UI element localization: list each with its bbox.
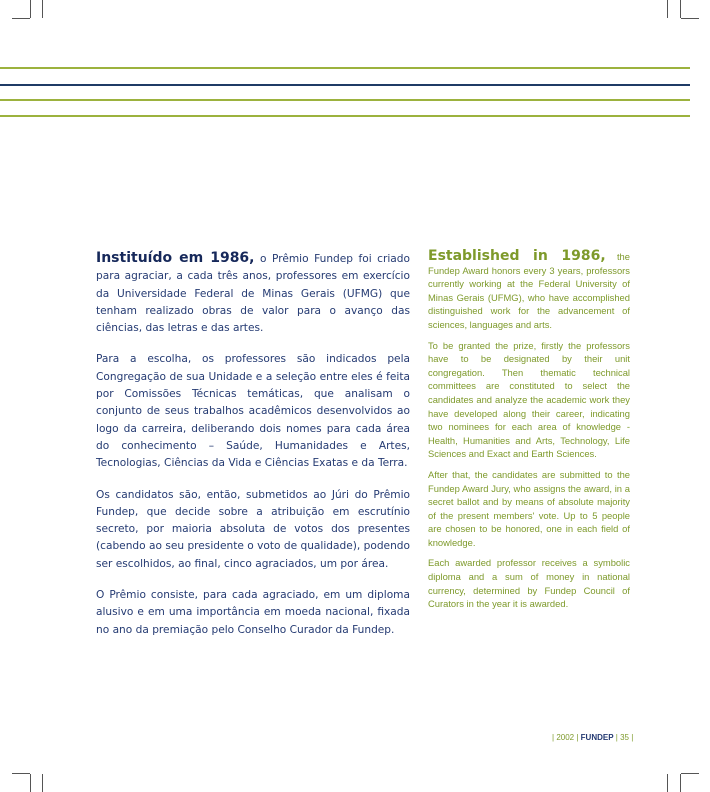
header-rule-green-2 <box>0 99 690 101</box>
crop-mark-bottom-left-v2 <box>42 774 43 792</box>
en-paragraph-1 <box>428 250 630 332</box>
english-column <box>428 250 630 618</box>
header-rule-green-1 <box>0 67 690 69</box>
footer-separator: | <box>576 733 579 742</box>
pt-paragraph-1 <box>96 250 410 337</box>
header-rule-navy <box>0 84 690 86</box>
page-footer <box>552 733 633 742</box>
pt-paragraph-2: Para a escolha, os professores são indicados pela Congregação de sua Unidade e a seleção entre eles é feita por Comissões Técnicas temáticas, que analisam o conjunto de seus trabalhos acadêmicos desenvolvidos ao logo da carreira, deliberando dois nomes para cada área do conhecimento – Saúde, Humanidades e Artes, Tecnologias, Ciências da Vida e Ciências Exatas e da Terra. <box>96 353 410 470</box>
crop-mark-top-left-v2 <box>42 0 43 18</box>
pt-paragraph-3: Os candidatos são, então, submetidos ao Júri do Prêmio Fundep, que decide sobre a atribuição em escrutínio secreto, por maioria absoluta de votos dos presentes (cabendo ao seu presidente o voto de qualidade), podendo ser escolhidos, ao final, cinco agraciados, um por área. <box>96 488 410 570</box>
en-paragraph-1-text: the Fundep Award honors every 3 years, professors currently working at the Federal University of Minas Gerais (UFMG), who have accomplished distinguished work for the advancement of sciences, languages and arts. <box>428 251 630 330</box>
footer-year: 2002 <box>556 733 575 742</box>
footer-brand: FUNDEP <box>580 733 614 742</box>
crop-mark-bottom-left-h <box>12 773 30 774</box>
page-number: 35 <box>620 733 629 742</box>
en-paragraph-3: After that, the candidates are submitted to the Fundep Award Jury, who assigns the award, in a secret ballot and by means of absolute majority of the present members' vote. Up to 5 people are chosen to be honored, one in each field of knowledge. <box>428 468 630 548</box>
crop-mark-top-right-v <box>667 0 668 18</box>
header-rule-green-3 <box>0 115 690 117</box>
pt-lead-heading: Instituído em 1986, <box>96 250 255 266</box>
crop-mark-top-right-h <box>681 18 699 19</box>
portuguese-column <box>96 250 410 653</box>
pt-paragraph-4: O Prêmio consiste, para cada agraciado, em um diploma alusivo e em uma importância em moeda nacional, fixada no ano da premiação pelo Conselho Curador da Fundep. <box>96 589 410 636</box>
crop-mark-top-left-v <box>30 0 31 18</box>
footer-separator: | <box>552 733 555 742</box>
crop-mark-top-left-h <box>12 18 30 19</box>
crop-mark-bottom-left-v <box>30 774 31 792</box>
en-paragraph-2: To be granted the prize, firstly the professors have to be designated by their unit congregation. Then thematic technical committees are constituted to select the candidates and analyze the academic work they have developed along their career, indicating two nominees for each area of knowledge - Health, Humanities and Arts, Technology, Life Sciences and Exact and Earth Sciences. <box>428 339 630 460</box>
crop-mark-bottom-right-h <box>681 773 699 774</box>
en-paragraph-4: Each awarded professor receives a symbolic diploma and a sum of money in national currency, determined by Fundep Council of Curators in the year it is awarded. <box>428 557 630 610</box>
crop-mark-bottom-right-v2 <box>680 774 681 792</box>
en-lead-heading: Established in 1986, <box>428 248 606 264</box>
crop-mark-bottom-right-v <box>667 774 668 792</box>
pt-paragraph-1-text: o Prêmio Fundep foi criado para agraciar, a cada três anos, professores em exercício da Universidade Federal de Minas Gerais (UFMG) que tenham realizado obras de valor para o avanço das ciências, das letras e das artes. <box>96 253 410 335</box>
footer-separator: | <box>631 733 634 742</box>
footer-separator: | <box>615 733 618 742</box>
crop-mark-top-right-v2 <box>680 0 681 18</box>
